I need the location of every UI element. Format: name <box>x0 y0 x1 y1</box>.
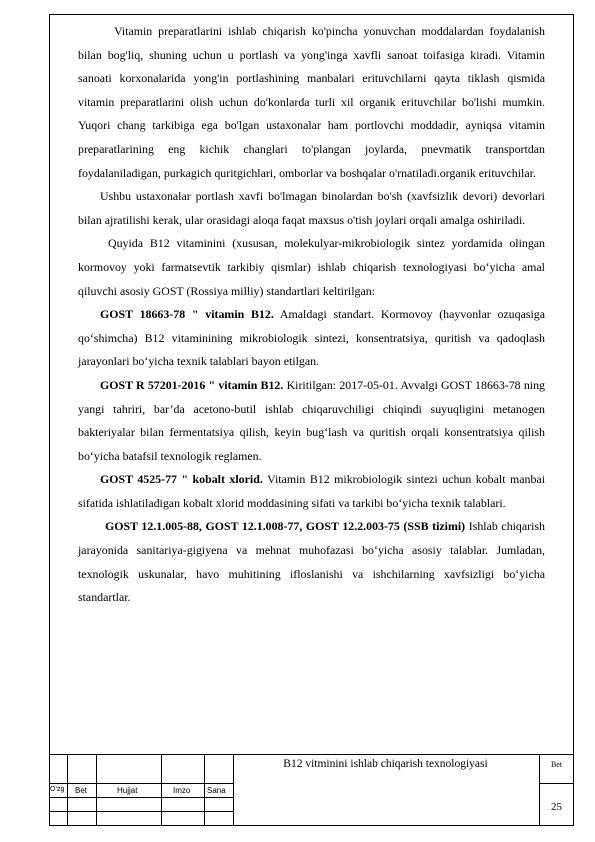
col-sana-label: Sana <box>207 786 226 795</box>
paragraph-gost-18663 <box>78 303 545 374</box>
paragraph-1: Vitamin preparatlarini ishlab chiqarish ko'pincha yonuvchan moddalardan foydalanish bilan bog'liq, shuning uchun u portlash va yong'inga xavfli sanoat toifasiga kiradi. Vitamin sanoati korxonalarida yong'in portlashining manbalari erituvchilarni qayta tiklash qismida vitamin preparatlarini olish uchun do'konlarda turli xil organik erituvchilar bo'lishi mumkin. Yuqori chang tarkibiga ega bo'lgan ustaxonalar ham portlovchi moddadir, ayniqsa vitamin preparatlarining eng kichik changlari to'plangan joylarda, pnevmatik transportdan foydalaniladigan, purkagich quritgichlari, omborlar va boshqalar o'rnatiladi.organik erituvchilar. <box>78 24 545 180</box>
gost-18663-title: GOST 18663-78 " vitamin B12. <box>100 307 274 322</box>
col-ozg-label: O‘zg <box>50 786 65 793</box>
paragraph-gost-4525 <box>78 468 545 515</box>
col-imzo-label: Imzo <box>173 786 191 795</box>
document-title: B12 vitminini ishlab chiqarish texnologiyasi <box>283 758 488 770</box>
document-body <box>78 20 545 610</box>
paragraph-gost-ssb <box>78 515 545 609</box>
paragraph-3: Quyida B12 vitaminini (xususan, molekulyar-mikrobiologik sintez yordamida olingan kormovoy yoki farmatsevtik tarkibiy qismlar) ishlab chiqarish texnologiyasi bo‘yicha amal qiluvchi asosiy GOST (Rossiya milliy) standartlari keltirilgan: <box>78 236 545 298</box>
page-bet-label: Bet <box>550 760 563 769</box>
col-bet-label: Bet <box>75 786 88 795</box>
paragraph-2: Ushbu ustaxonalar portlash xavfi bo'lmagan binolardan bo'sh (xavfsizlik devori) devorlari bilan ajratilishi kerak, ular orasidagi aloqa faqat maxsus o'tish joylari orqali amalga oshiriladi. <box>78 189 545 227</box>
gost-ssb-title: GOST 12.1.005-88, GOST 12.1.008-77, GOST 12.2.003-75 (SSB tizimi) <box>105 519 466 534</box>
gost-57201-title: GOST R 57201-2016 " vitamin B12. <box>100 377 284 392</box>
title-block <box>49 754 574 826</box>
gost-ssb-text: Ishlab chiqarish jarayonida sanitariya-gigiyena va mehnat muhofazasi bo‘yicha asosiy talablar. Jumladan, texnologik uskunalar, havo muhitining ifloslanishi va ishchilarning xavfsizligi bo‘yicha standartlar. <box>78 519 545 605</box>
paragraph-gost-57201 <box>78 374 545 468</box>
col-hujjat-label: Hujjat <box>117 786 138 795</box>
gost-4525-text: Vitamin B12 mikrobiologik sintezi uchun kobalt manbai sifatida ishlatiladigan kobalt xlorid moddasining sifati va tarkibi bo‘yicha texnik talablari. <box>78 472 545 510</box>
gost-4525-title: GOST 4525-77 " kobalt xlorid. <box>100 472 263 487</box>
page-number: 25 <box>551 801 562 813</box>
gost-57201-text: Kiritilgan: 2017-05-01. Avvalgi GOST 18663-78 ning yangi tahriri, bar’da acetono-butil ishlab chiqaruvchiligi chiqindi suyuqligini metanogen bakteriyalar bilan fermentatsiya qilish, keyin bug‘lash va quritish orqali konsentratsiya qilish bo‘yicha batafsil texnologik reglamen. <box>78 377 545 463</box>
gost-18663-text: Amaldagi standart. Kormovoy (hayvonlar ozuqasiga qo‘shimcha) B12 vitaminining mikrobiologik sintezi, konsentratsiya, quritish va qadoqlash jarayonlari bo‘yicha texnik talablari bayon etilgan. <box>78 307 546 369</box>
